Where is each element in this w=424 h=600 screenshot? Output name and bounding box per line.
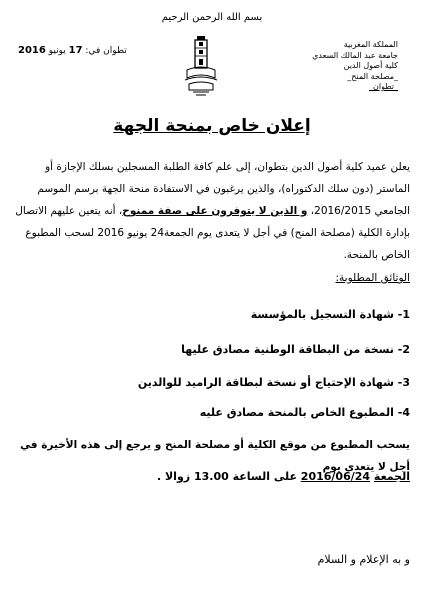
notice-paragraph-part2: ، أنه يتعين عليهم الاتصال بإدارة الكلية (مصلحة المنح) في أجل لا يتعدى يوم الجمعة24 يونيو 2016 لسحب المطبوع الخاص بالمنحة. <box>15 205 410 261</box>
institution-service: _مصلحة المنح_ <box>347 71 398 81</box>
institution-university: جامعة عبد المالك السعدي <box>312 50 398 60</box>
document-item-2: 2- نسخة من البطاقة الوطنية مصادق عليها <box>181 343 410 356</box>
closing-text: يسحب المطبوع من موقع الكلية أو مصلحة المنح و يرجع إلى هذه الأخيرة في أجل لا يتعدى يوم <box>20 439 410 473</box>
deadline-day: الجمعة <box>373 470 410 483</box>
date-year: 2016 <box>18 45 46 56</box>
document-item-4: 4- المطبوع الخاص بالمنحة مصادق عليه <box>199 406 410 419</box>
deadline-time: على الساعة 13.00 زوالا . <box>156 470 297 483</box>
notice-paragraph <box>14 156 410 266</box>
documents-title: الوثائق المطلوبة: <box>335 272 410 284</box>
deadline-date: 2016/06/24 <box>300 470 371 483</box>
basmala: بسم الله الرحمن الرحيم <box>161 12 263 23</box>
institution-faculty: كلية أصول الدين <box>343 61 398 70</box>
date-line <box>18 45 158 56</box>
document-item-1: 1- شهادة التسجيل بالمؤسسة <box>250 308 410 321</box>
document-item-3: 3- شهادة الإحتياج أو نسخة لبطاقة الراميد للوالدين <box>137 376 410 389</box>
signoff: و به الإعلام و السلام <box>317 553 410 566</box>
date-month: يونيو <box>48 46 66 56</box>
institution-city: _تطوان_ <box>368 82 398 91</box>
university-logo-icon <box>181 30 221 100</box>
date-day: 17 <box>68 45 83 56</box>
notice-paragraph-part1: يعلن عميد كلية أصول الدين بتطوان، إلى علم كافة الطلبة المسجلين بسلك الإجازة أو الماستر (دون سلك الدكتوراه)، والذين يرغبون في الاستفادة منحة الجهة برسم الموسم الجامعي 2016/2015، <box>37 161 410 217</box>
notice-title: إعلان خاص بمنحة الجهة <box>113 116 311 136</box>
deadline-line <box>157 470 410 483</box>
institution-header <box>288 40 398 93</box>
institution-country: المملكة المغربية <box>343 40 398 49</box>
date-prefix: تطوان في: <box>85 46 127 56</box>
notice-paragraph-underlined: و الذين لا يتوفرون على صفة ممنوح <box>122 205 308 217</box>
